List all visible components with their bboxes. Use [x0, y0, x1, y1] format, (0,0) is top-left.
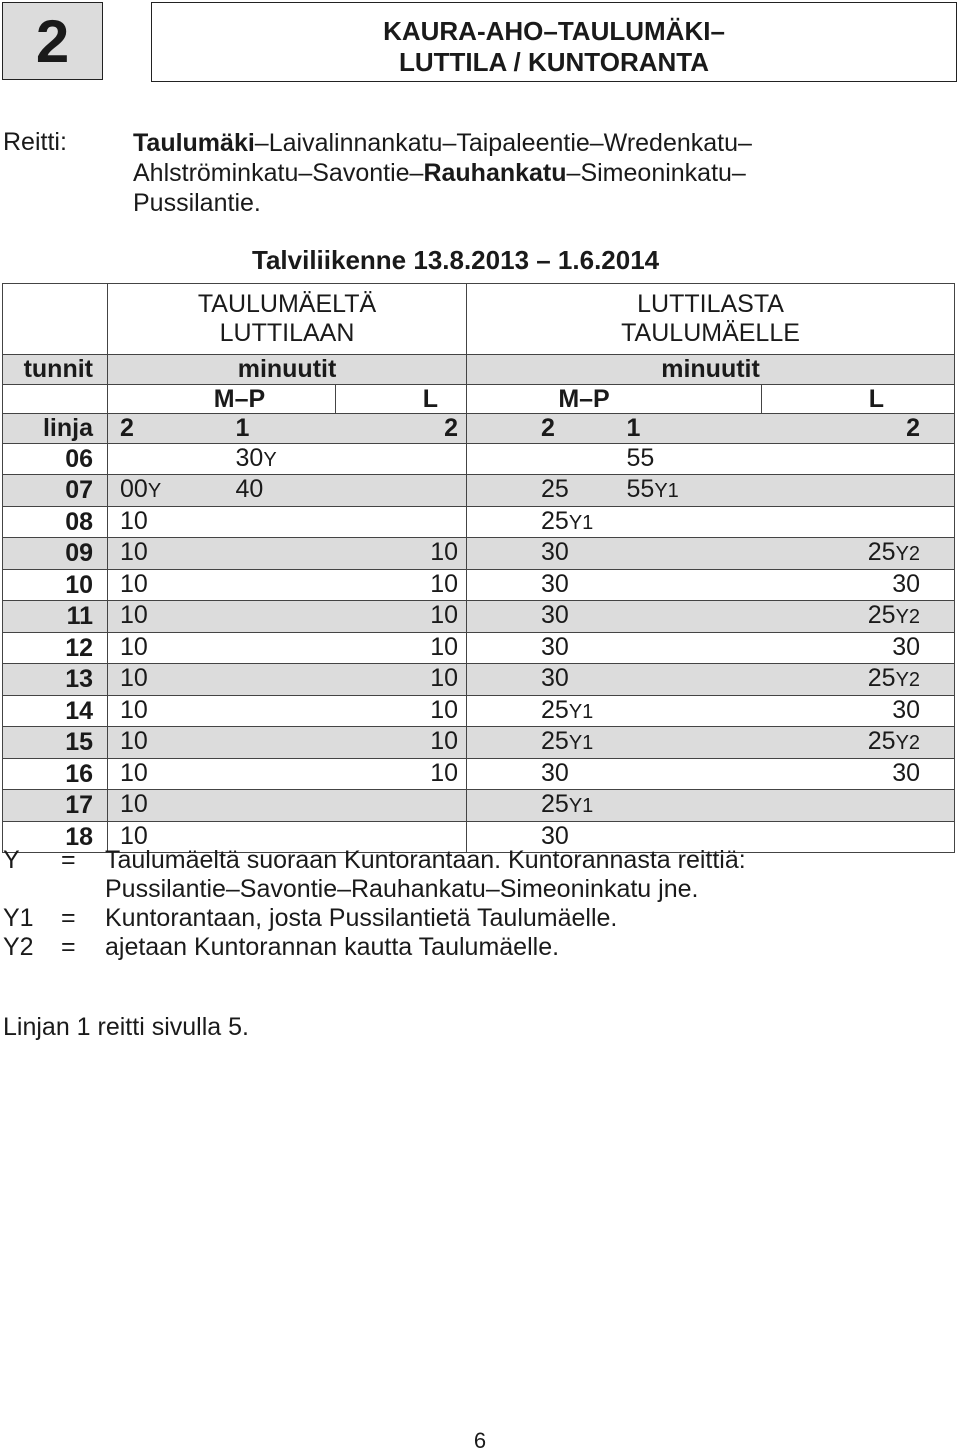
minute-cell: [467, 601, 627, 633]
departure-minute: 30: [892, 695, 921, 724]
direction-1-line1: TAULUMÄELTÄ: [197, 290, 377, 318]
minute-cell: [762, 443, 955, 475]
departure-minute: 10: [120, 538, 148, 566]
footnote-key: Y1: [3, 904, 34, 932]
footnote-text: Taulumäeltä suoraan Kuntorantaan. Kuntorannasta reittiä:: [105, 846, 746, 874]
timetable-row: [3, 538, 955, 570]
minute-cell: [627, 664, 762, 696]
line-value: 1: [627, 414, 762, 444]
minute-cell: [762, 632, 955, 664]
timetable-row: [3, 601, 955, 633]
direction-2-header: [467, 284, 955, 355]
departure-minute: 10: [430, 569, 459, 598]
departure-minute: 40: [235, 475, 264, 503]
minute-cell: [236, 664, 336, 696]
timetable: [2, 283, 955, 853]
hour-cell: 12: [3, 632, 108, 664]
minute-cell: [336, 601, 467, 633]
line-value: 2: [467, 414, 627, 444]
departure-minute: 30: [541, 632, 569, 661]
direction-2-line1: LUTTILASTA: [637, 290, 784, 318]
minute-cell: [762, 475, 955, 507]
minute-cell: [467, 475, 627, 507]
departure-minute: 30: [892, 569, 921, 598]
corner-cell: [3, 284, 108, 355]
footnote-key: Y: [3, 846, 20, 874]
minute-cell: [467, 790, 627, 822]
line-value: 2: [336, 414, 467, 444]
line-value: 2: [108, 414, 236, 444]
minute-cell: [236, 758, 336, 790]
minute-cell: [627, 601, 762, 633]
minute-cell: [627, 569, 762, 601]
timetable-row: [3, 632, 955, 664]
minute-cell: [627, 790, 762, 822]
footnote-text: ajetaan Kuntorannan kautta Taulumäelle.: [105, 933, 560, 961]
hour-cell: 13: [3, 664, 108, 696]
minute-cell: [762, 664, 955, 696]
departure-minute: 10: [430, 695, 459, 724]
minute-cell: [336, 664, 467, 696]
departure-minute: 30: [541, 569, 569, 598]
minute-cell: [467, 664, 627, 696]
minute-cell: [108, 569, 236, 601]
departure-minute: 30: [541, 664, 569, 692]
footnote: [3, 933, 905, 962]
minute-cell: [627, 632, 762, 664]
departure-minute: 25: [867, 538, 896, 566]
timetable-row: [3, 569, 955, 601]
days-row: [3, 384, 955, 414]
departure-minute: 10: [430, 601, 459, 629]
footnote-text: Pussilantie–Savontie–Rauhankatu–Simeoninkatu jne.: [105, 875, 699, 903]
timetable-row: [3, 790, 955, 822]
route-segment: –Laivalinnankatu–Taipaleentie–Wredenkatu–: [254, 129, 752, 157]
departure-minute: 10: [120, 664, 148, 692]
weekdays-label-2: M–P: [467, 384, 762, 414]
minute-cell: [762, 695, 955, 727]
route-variant-suffix: Y: [147, 480, 162, 502]
hour-cell: 11: [3, 601, 108, 633]
page-number: 6: [473, 1428, 487, 1453]
departure-minute: 25: [541, 727, 569, 755]
line-numbers-row: [3, 414, 955, 444]
minute-cell: [108, 601, 236, 633]
line-1-route-note: Linjan 1 reitti sivulla 5.: [3, 1013, 249, 1041]
departure-minute: 10: [430, 727, 459, 755]
minute-cell: [236, 727, 336, 759]
timetable-row: [3, 664, 955, 696]
route-label: Reitti:: [3, 128, 67, 156]
minute-cell: [236, 632, 336, 664]
route-title-line2: LUTTILA / KUNTORANTA: [398, 47, 710, 77]
timetable-row: [3, 758, 955, 790]
hour-cell: 08: [3, 506, 108, 538]
minute-cell: [108, 475, 236, 507]
minute-cell: [762, 506, 955, 538]
minute-cell: [627, 506, 762, 538]
minute-cell: [336, 758, 467, 790]
minute-cell: [108, 506, 236, 538]
departure-minute: 30: [541, 538, 569, 566]
minute-cell: [336, 506, 467, 538]
saturday-label-1: L: [336, 384, 467, 414]
minute-cell: [336, 569, 467, 601]
minute-cell: [236, 601, 336, 633]
route-title-line1: KAURA-AHO–TAULUMÄKI–: [383, 16, 725, 46]
minute-cell: [108, 632, 236, 664]
minute-cell: [336, 632, 467, 664]
hour-cell: 09: [3, 538, 108, 570]
departure-minute: 00: [120, 475, 148, 503]
minute-cell: [627, 538, 762, 570]
minute-cell: [762, 538, 955, 570]
route-segment: Pussilantie.: [133, 189, 261, 217]
minute-cell: [108, 727, 236, 759]
minute-cell: [762, 790, 955, 822]
minute-cell: [762, 601, 955, 633]
departure-minute: 10: [120, 695, 148, 724]
days-corner: [3, 384, 108, 414]
departure-minute: 30: [235, 443, 264, 472]
footnote-equals: [61, 875, 105, 904]
minute-cell: [236, 475, 336, 507]
departure-minute: 25: [541, 475, 569, 503]
minute-cell: [627, 758, 762, 790]
hour-cell: 14: [3, 695, 108, 727]
minute-cell: [336, 695, 467, 727]
departure-minute: 10: [120, 601, 148, 629]
departure-minute: 25: [867, 664, 896, 692]
route-variant-suffix: Y1: [568, 511, 594, 534]
route-variant-suffix: Y2: [895, 732, 921, 754]
line-value: 2: [762, 414, 955, 444]
units-row: [3, 355, 955, 385]
minute-cell: [236, 443, 336, 475]
hours-label: tunnit: [3, 355, 108, 385]
departure-minute: 10: [120, 758, 148, 787]
minute-cell: [108, 443, 236, 475]
departure-minute: 10: [120, 790, 148, 818]
timetable-row: [3, 475, 955, 507]
departure-minute: 10: [120, 506, 148, 535]
minute-cell: [236, 538, 336, 570]
route-description: [133, 128, 953, 218]
line-number-badge: 2: [2, 2, 103, 80]
departure-minute: 55: [626, 443, 655, 472]
minute-cell: [236, 569, 336, 601]
route-title: [151, 2, 957, 82]
route-variant-suffix: Y1: [568, 700, 594, 723]
departure-minute: 30: [541, 758, 569, 787]
departure-minute: 10: [120, 569, 148, 598]
minute-cell: [627, 443, 762, 475]
footnote-text: Kuntorantaan, josta Pussilantietä Taulumäelle.: [105, 904, 618, 932]
minutes-label-1: minuutit: [108, 355, 467, 385]
departure-minute: 10: [120, 821, 148, 850]
departure-minute: 25: [867, 727, 896, 755]
departure-minute: 30: [541, 601, 569, 629]
footnote-key: Y2: [3, 933, 34, 961]
route-variant-suffix: Y1: [654, 480, 679, 502]
footnote-equals: =: [61, 904, 76, 932]
footnotes: [3, 846, 905, 962]
departure-minute: 25: [541, 790, 569, 818]
minute-cell: [627, 727, 762, 759]
minute-cell: [236, 695, 336, 727]
route-variant-suffix: Y: [263, 448, 277, 471]
minute-cell: [236, 506, 336, 538]
timetable-row: [3, 695, 955, 727]
route-segment: Ahlströminkatu–Savontie–: [133, 159, 424, 187]
departure-minute: 30: [541, 821, 569, 850]
minute-cell: [336, 790, 467, 822]
route-variant-suffix: Y1: [568, 732, 594, 754]
hour-cell: 10: [3, 569, 108, 601]
minute-cell: [467, 695, 627, 727]
route-segment: Taulumäki: [133, 129, 255, 157]
minute-cell: [108, 664, 236, 696]
hour-cell: 16: [3, 758, 108, 790]
departure-minute: 10: [430, 664, 459, 692]
minute-cell: [336, 538, 467, 570]
route-variant-suffix: Y2: [895, 669, 921, 691]
departure-minute: 10: [120, 632, 148, 661]
route-segment: –Simeoninkatu–: [566, 159, 746, 187]
minute-cell: [627, 475, 762, 507]
minute-cell: [236, 790, 336, 822]
minute-cell: [108, 758, 236, 790]
departure-minute: 10: [430, 758, 459, 787]
saturday-label-2: L: [762, 384, 955, 414]
direction-header-row: [3, 284, 955, 355]
route-segment: Rauhankatu: [423, 159, 567, 187]
minute-cell: [336, 475, 467, 507]
departure-minute: 10: [430, 538, 459, 566]
footnote-key: [3, 875, 61, 904]
departure-minute: 25: [541, 506, 569, 535]
departure-minute: 10: [120, 727, 148, 755]
departure-minute: 25: [867, 601, 896, 629]
minute-cell: [467, 632, 627, 664]
minute-cell: [762, 569, 955, 601]
minute-cell: [467, 758, 627, 790]
line-value: 1: [236, 414, 336, 444]
departure-minute: 10: [430, 632, 459, 661]
timetable-row: [3, 443, 955, 475]
route-variant-suffix: Y1: [568, 795, 594, 817]
route-variant-suffix: Y2: [895, 543, 921, 565]
minute-cell: [467, 569, 627, 601]
departure-minute: 30: [892, 758, 921, 787]
footnote-equals: =: [61, 933, 76, 961]
minute-cell: [108, 790, 236, 822]
hour-cell: 06: [3, 443, 108, 475]
timetable-row: [3, 727, 955, 759]
hour-cell: 17: [3, 790, 108, 822]
departure-minute: 25: [541, 695, 569, 724]
minutes-label-2: minuutit: [467, 355, 955, 385]
minute-cell: [627, 695, 762, 727]
direction-1-header: [108, 284, 467, 355]
minute-cell: [336, 727, 467, 759]
hour-cell: 15: [3, 727, 108, 759]
minute-cell: [336, 443, 467, 475]
hour-cell: 07: [3, 475, 108, 507]
minute-cell: [108, 538, 236, 570]
route-variant-suffix: Y2: [895, 606, 921, 628]
footnote: [3, 904, 905, 933]
departure-minute: 55: [626, 475, 655, 503]
minute-cell: [467, 538, 627, 570]
departure-minute: 30: [892, 632, 921, 661]
minute-cell: [108, 695, 236, 727]
season-period: Talviliikenne 13.8.2013 – 1.6.2014: [252, 245, 660, 275]
line-label: linja: [3, 414, 108, 444]
footnote-equals: =: [61, 846, 76, 874]
direction-2-line2: TAULUMÄELLE: [621, 319, 800, 347]
timetable-row: [3, 506, 955, 538]
minute-cell: [467, 727, 627, 759]
footnote: [3, 875, 905, 904]
minute-cell: [762, 758, 955, 790]
minute-cell: [467, 506, 627, 538]
hour-cell: 18: [3, 821, 108, 853]
minute-cell: [467, 443, 627, 475]
footnote: [3, 846, 905, 875]
direction-1-line2: LUTTILAAN: [219, 319, 355, 347]
weekdays-label-1: M–P: [108, 384, 336, 414]
minute-cell: [762, 727, 955, 759]
